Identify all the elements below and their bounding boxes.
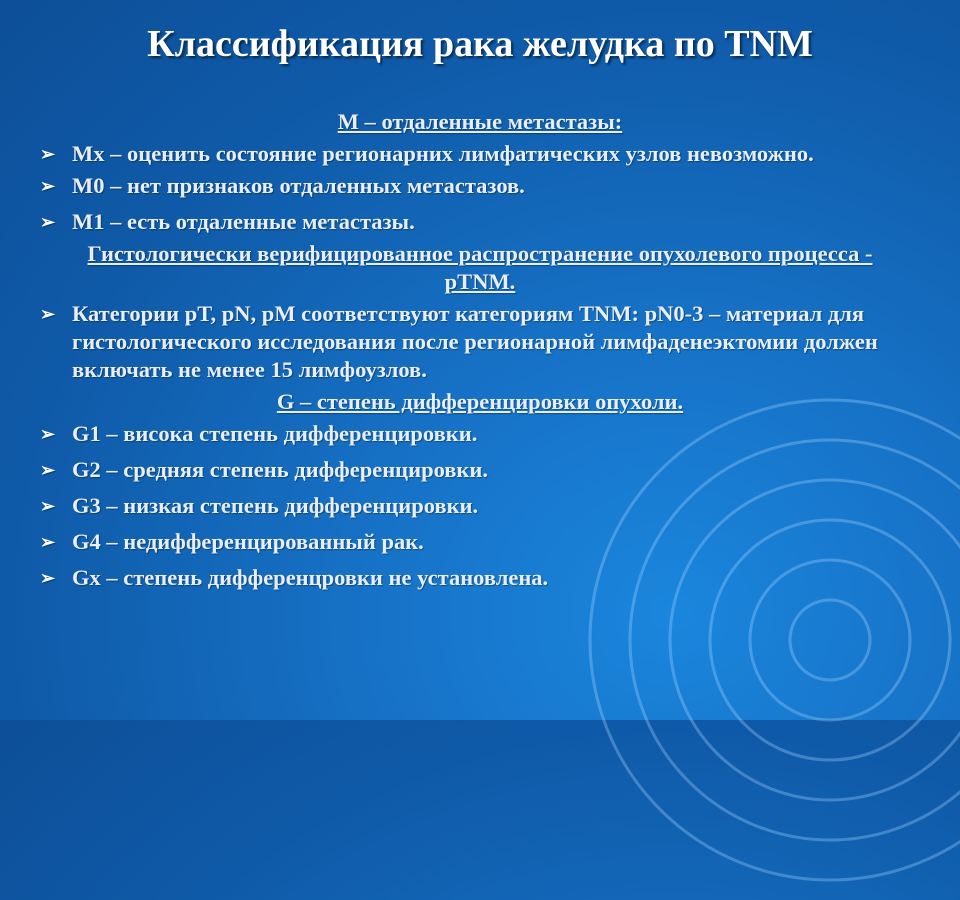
list-item-text: Gx – степень дифференцровки не установлена.	[72, 565, 549, 590]
slide-title: Классификация рака желудка по TNM	[147, 23, 813, 65]
arrow-bullet-icon: ➢	[40, 144, 56, 164]
list-item-text: G3 – низкая степень дифференцировки.	[72, 493, 479, 518]
list-item	[40, 456, 920, 484]
list-item-text: G2 – средняя степень дифференцировки.	[72, 457, 488, 482]
list-item	[40, 492, 920, 520]
list-item	[40, 420, 920, 448]
list-item-text: G4 – недифференцированный рак.	[72, 529, 424, 554]
list-item-text: M1 – есть отдаленные метастазы.	[72, 209, 415, 234]
arrow-bullet-icon: ➢	[40, 424, 56, 444]
list-item	[40, 528, 920, 556]
arrow-bullet-icon: ➢	[40, 304, 56, 324]
arrow-bullet-icon: ➢	[40, 496, 56, 516]
list-item-text: Категории pT, pN, pM соответствуют категориям TNM: pN0-3 – материал для гистологического исследования после регионарной лимфаденеэктомии должен включать не менее 15 лимфоузлов.	[72, 301, 878, 382]
arrow-bullet-icon: ➢	[40, 532, 56, 552]
slide-content	[40, 108, 920, 600]
list-item	[40, 140, 920, 168]
ptnm-section-heading: Гистологически верифицированное распространение опухолевого процесса - pTNM.	[87, 241, 873, 294]
list-item	[40, 564, 920, 592]
list-item-text: Mx – оценить состояние регионарних лимфатических узлов невозможно.	[72, 141, 814, 166]
list-item-text: M0 – нет признаков отдаленных метастазов.	[72, 173, 525, 198]
m-section-heading: M – отдаленные метастазы:	[337, 109, 623, 134]
list-item	[40, 208, 920, 236]
list-item	[40, 300, 920, 384]
g-section-heading: G – степень дифференцировки опухоли.	[276, 389, 684, 414]
arrow-bullet-icon: ➢	[40, 176, 56, 196]
arrow-bullet-icon: ➢	[40, 212, 56, 232]
arrow-bullet-icon: ➢	[40, 460, 56, 480]
list-item-text: G1 – висока степень дифференцировки.	[72, 421, 478, 446]
arrow-bullet-icon: ➢	[40, 568, 56, 588]
list-item	[40, 172, 920, 200]
